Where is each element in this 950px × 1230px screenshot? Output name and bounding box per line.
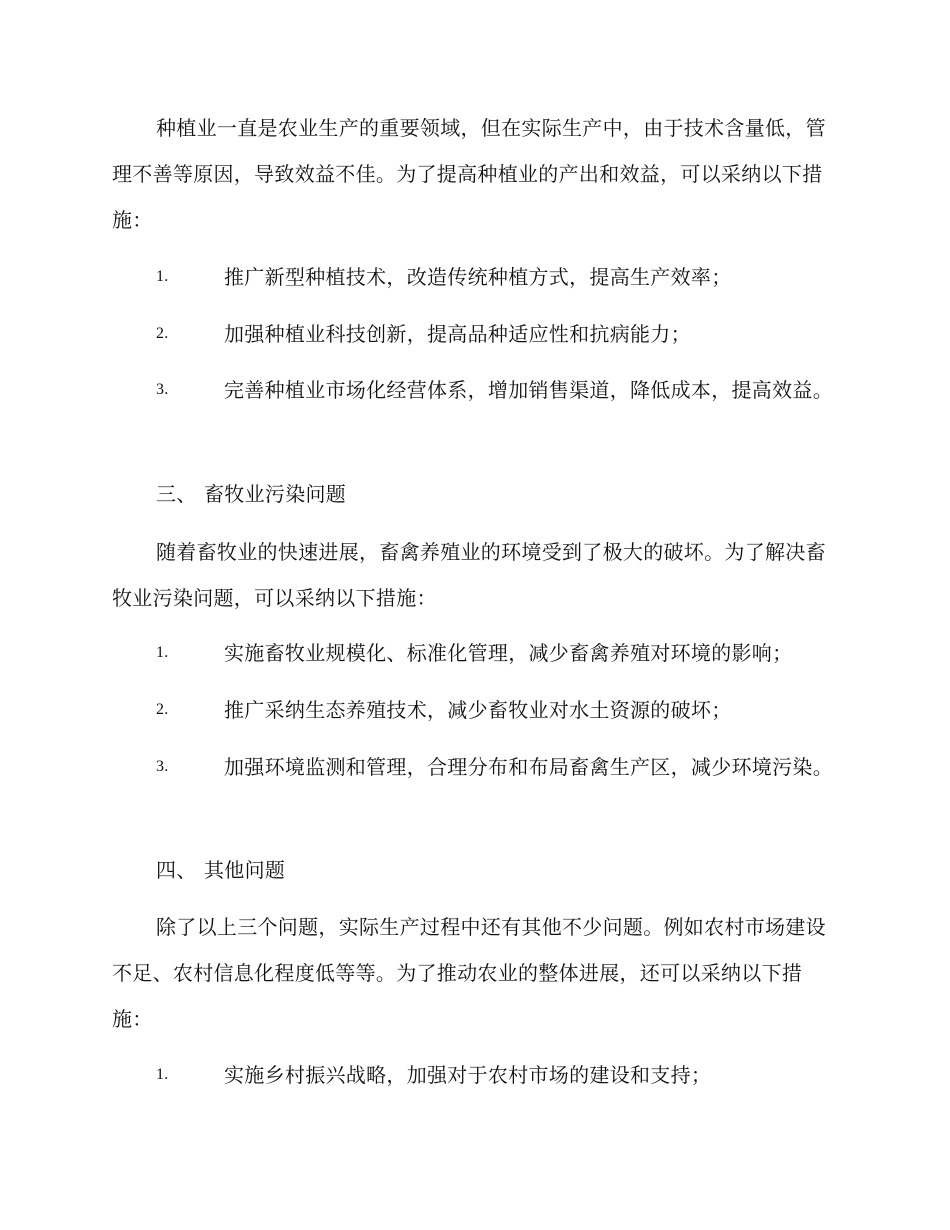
section-number: 三、 bbox=[156, 482, 197, 506]
section-title: 畜牧业污染问题 bbox=[204, 482, 347, 506]
list-number: 1. bbox=[156, 268, 169, 285]
list-item bbox=[112, 367, 834, 413]
section-heading-other bbox=[156, 847, 285, 893]
list-number: 2. bbox=[156, 325, 169, 342]
list-number: 2. bbox=[156, 701, 169, 718]
list-item-text: 推广新型种植技术，改造传统种植方式，提高生产效率； bbox=[224, 265, 732, 289]
list-item bbox=[112, 630, 834, 676]
list-number: 3. bbox=[156, 381, 169, 398]
list-item bbox=[112, 254, 834, 300]
list-item bbox=[112, 1052, 834, 1098]
section-number: 四、 bbox=[156, 858, 197, 882]
list-item bbox=[112, 311, 834, 357]
list-item bbox=[112, 687, 834, 733]
list-item-text: 加强种植业科技创新，提高品种适应性和抗病能力； bbox=[224, 322, 691, 346]
paragraph-livestock-intro: 随着畜牧业的快速进展，畜禽养殖业的环境受到了极大的破坏。为了解决畜牧业污染问题，可以采纳以下措施： bbox=[112, 540, 826, 610]
list-item-text: 完善种植业市场化经营体系，增加销售渠道，降低成本，提高效益。 bbox=[224, 378, 833, 402]
paragraph-crop-intro: 种植业一直是农业生产的重要领域，但在实际生产中，由于技术含量低，管理不善等原因，导致效益不佳。为了提高种植业的产出和效益，可以采纳以下措施： bbox=[112, 116, 826, 232]
section-heading-livestock bbox=[156, 471, 346, 517]
paragraph-other-intro: 除了以上三个问题，实际生产过程中还有其他不少问题。例如农村市场建设不足、农村信息化程度低等等。为了推动农业的整体进展，还可以采纳以下措施： bbox=[112, 915, 826, 1031]
section-title: 其他问题 bbox=[204, 858, 286, 882]
list-number: 1. bbox=[156, 644, 169, 661]
list-item-text: 实施畜牧业规模化、标准化管理，减少畜禽养殖对环境的影响； bbox=[224, 641, 793, 665]
list-item bbox=[112, 744, 834, 790]
list-item-text: 推广采纳生态养殖技术，减少畜牧业对水土资源的破坏； bbox=[224, 698, 732, 722]
list-number: 1. bbox=[156, 1066, 169, 1083]
list-item-text: 实施乡村振兴战略，加强对于农村市场的建设和支持； bbox=[224, 1063, 712, 1087]
list-number: 3. bbox=[156, 758, 169, 775]
list-item-text: 加强环境监测和管理，合理分布和布局畜禽生产区，减少环境污染。 bbox=[224, 755, 833, 779]
